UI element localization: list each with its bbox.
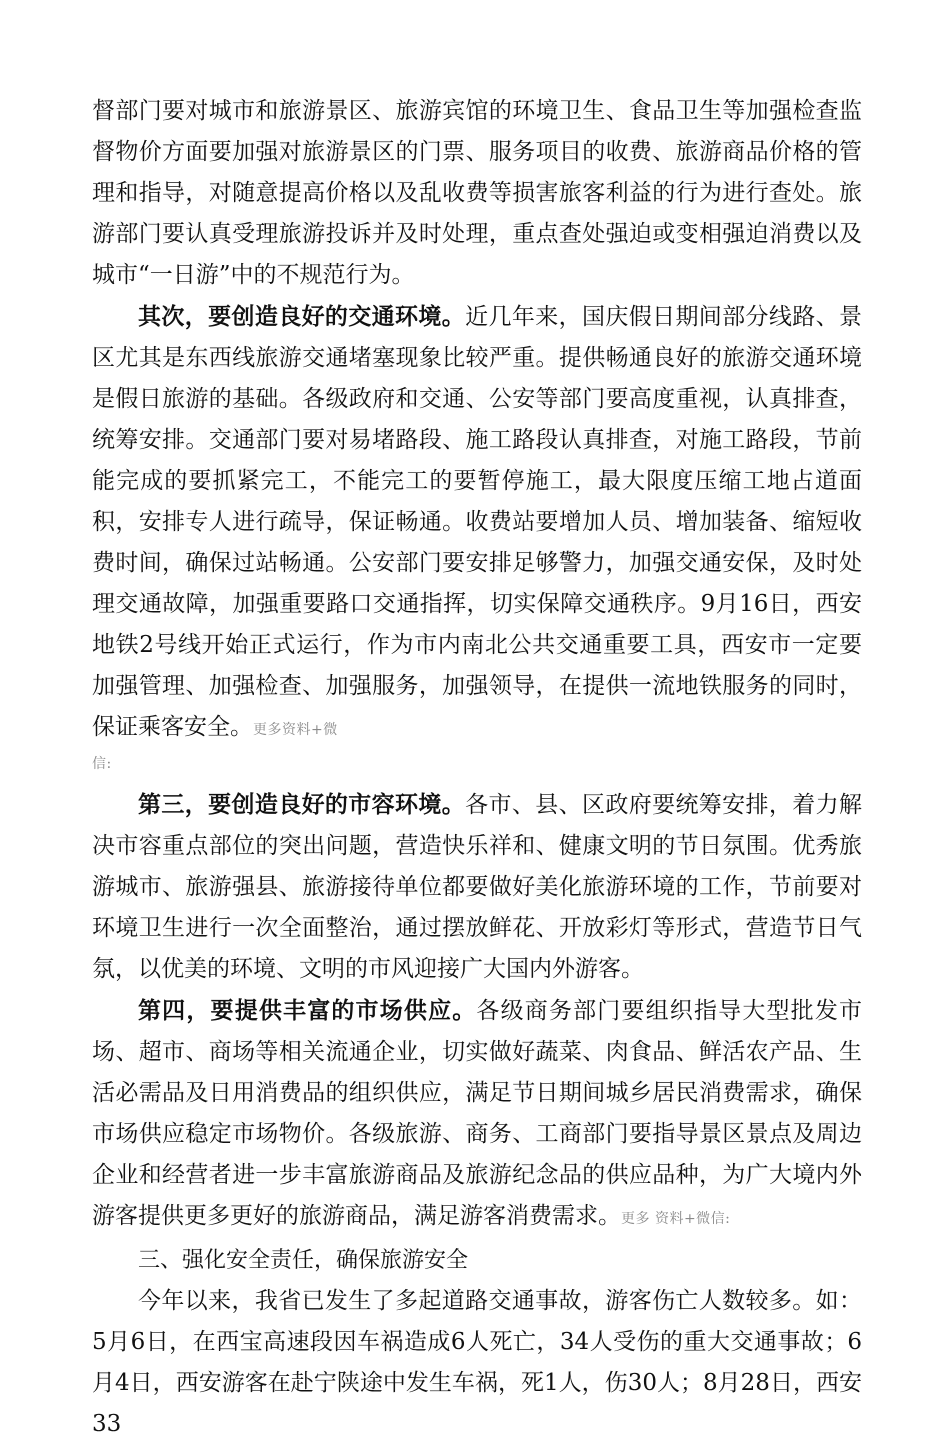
paragraph-supervision-text: 督部门要对城市和旅游景区、旅游宾馆的环境卫生、食品卫生等加强检查监督物价方面要加强对旅游景区的门票、服务项目的收费、旅游商品价格的管理和指导，对随意提高价格以及乱收费等损害旅客利益的行为进行查处。旅游部门要认真受理旅游投诉并及时处理，重点查处强迫或变相强迫消费以及城市“一日游”中的不规范行为。 (92, 98, 862, 288)
more-info-note-tail: 信: (92, 756, 112, 772)
paragraph-market-text: 各级商务部门要组织指导大型批发市场、超市、商场等相关流通企业，切实做好蔬菜、肉食品、鲜活农产品、生活必需品及日用消费品的组织供应，满足节日期间城乡居民消费需求，确保市场供应稳定市场物价。各级旅游、商务、工商部门要指导景区景点及周边企业和经营者进一步丰富旅游商品及旅游纪念品的供应品种，为广大境内外游客提供更多更好的旅游商品，满足游客消费需求。 (92, 998, 863, 1229)
note-continuation-line (92, 751, 862, 774)
more-info-note-2: 更多 资料+微信: (621, 1211, 731, 1227)
section-heading: 三、强化安全责任，确保旅游安全 (138, 1248, 469, 1273)
paragraph-supervision (92, 91, 862, 296)
more-info-note: 更多资料+微 (253, 722, 338, 738)
document-page (92, 91, 862, 1445)
paragraph-market (92, 990, 862, 1240)
paragraph-city (92, 784, 862, 990)
paragraph-safety-text: 今年以来，我省已发生了多起道路交通事故，游客伤亡人数较多。如：5月6日，在西宝高速段因车祸造成6人死亡，34人受伤的重大交通事故；6月4日，西安游客在赴宁陕途中发生车祸，死1人，伤30人；8月28日，西安33 (92, 1288, 862, 1437)
paragraph-traffic (92, 296, 862, 751)
paragraph-traffic-lead: 其次，要创造良好的交通环境。 (138, 303, 466, 330)
paragraph-market-lead: 第四，要提供丰富的市场供应。 (138, 997, 477, 1024)
paragraph-city-lead: 第三，要创造良好的市容环境。 (138, 791, 466, 818)
paragraph-traffic-text: 近几年来，国庆假日期间部分线路、景区尤其是东西线旅游交通堵塞现象比较严重。提供畅通良好的旅游交通环境是假日旅游的基础。各级政府和交通、公安等部门要高度重视，认真排查，统筹安排。交通部门要对易堵路段、施工路段认真排查，对施工路段，节前能完成的要抓紧完工，不能完工的要暂停施工，最大限度压缩工地占道面积，安排专人进行疏导，保证畅通。收费站要增加人员、增加装备、缩短收费时间，确保过站畅通。公安部门要安排足够警力，加强交通安保，及时处理交通故障，加强重要路口交通指挥，切实保障交通秩序。9月16日，西安地铁2号线开始正式运行，作为市内南北公共交通重要工具，西安市一定要加强管理、加强检查、加强服务，加强领导，在提供一流地铁服务的同时，保证乘客安全。 (92, 304, 863, 740)
paragraph-city-text: 各市、县、区政府要统筹安排，着力解决市容重点部位的突出问题，营造快乐祥和、健康文明的节日氛围。优秀旅游城市、旅游强县、旅游接待单位都要做好美化旅游环境的工作，节前要对环境卫生进行一次全面整治，通过摆放鲜花、开放彩灯等形式，营造节日气氛，以优美的环境、文明的市风迎接广大国内外游客。 (92, 792, 863, 982)
paragraph-safety (92, 1281, 862, 1445)
